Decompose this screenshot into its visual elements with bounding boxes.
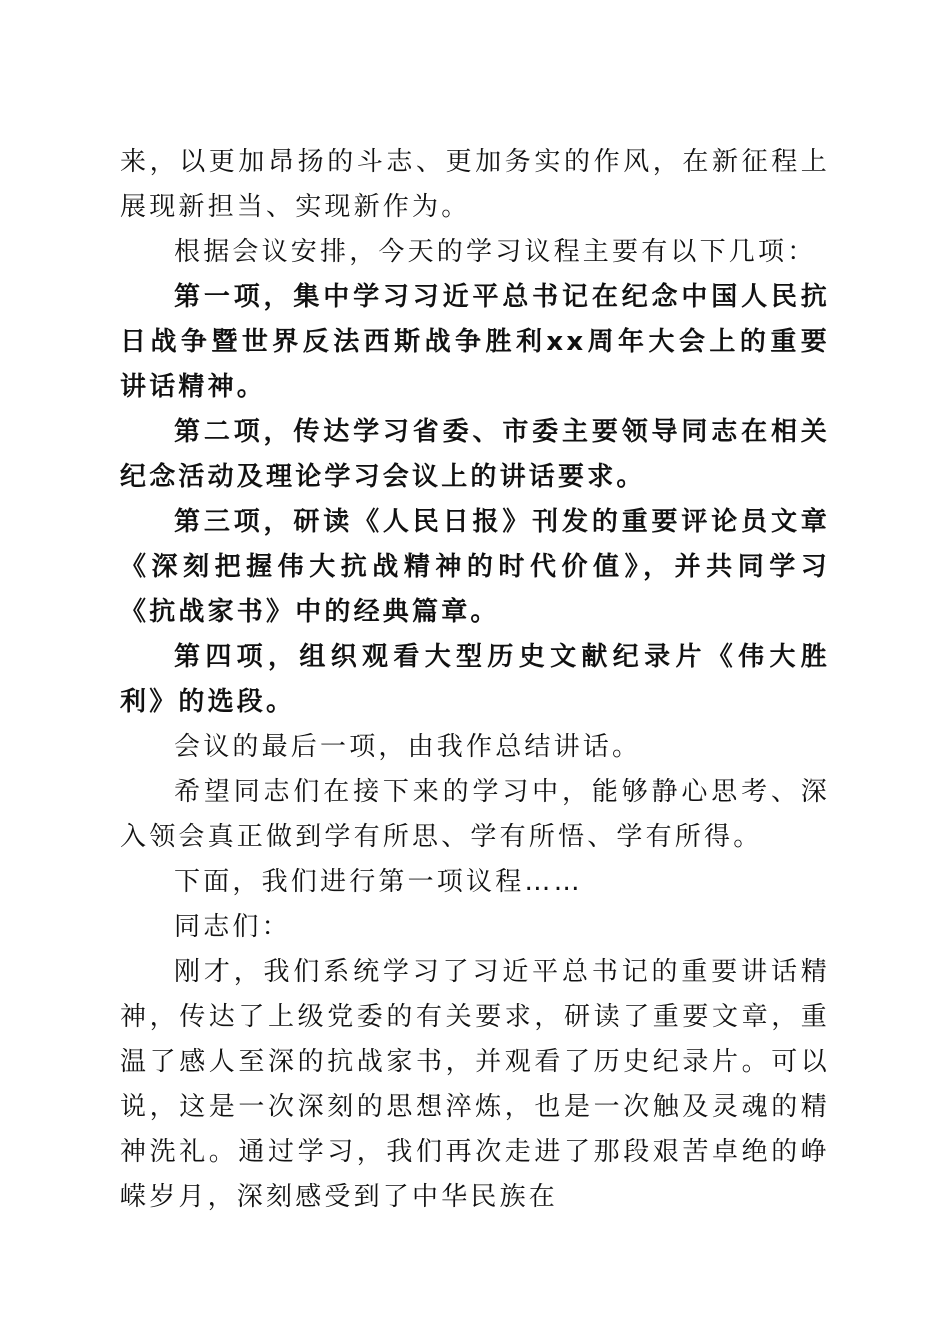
agenda-item-4: 第四项，组织观看大型历史文献纪录片《伟大胜利》的选段。 bbox=[120, 642, 830, 717]
paragraph-salutation: 同志们： bbox=[174, 912, 291, 942]
agenda-item-3: 第三项，研读《人民日报》刊发的重要评论员文章《深刻把握伟大抗战精神的时代价值》，并共同学习《抗战家书》中的经典篇章。 bbox=[120, 507, 830, 627]
paragraph-1: 来，以更加昂扬的斗志、更加务实的作风，在新征程上展现新担当、实现新作为。 bbox=[120, 147, 830, 222]
paragraph-final-item: 会议的最后一项，由我作总结讲话。 bbox=[174, 732, 642, 762]
paragraph-2: 根据会议安排，今天的学习议程主要有以下几项： bbox=[174, 237, 817, 267]
agenda-item-1: 第一项，集中学习习近平总书记在纪念中国人民抗日战争暨世界反法西斯战争胜利xx周年大会上的重要讲话精神。 bbox=[120, 282, 830, 402]
agenda-item-2: 第二项，传达学习省委、市委主要领导同志在相关纪念活动及理论学习会议上的讲话要求。 bbox=[120, 417, 830, 492]
paragraph-summary: 刚才，我们系统学习了习近平总书记的重要讲话精神，传达了上级党委的有关要求，研读了重要文章，重温了感人至深的抗战家书，并观看了历史纪录片。可以说，这是一次深刻的思想淬炼，也是一次触及灵魂的精神洗礼。通过学习，我们再次走进了那段艰苦卓绝的峥嵘岁月，深刻感受到了中华民族在 bbox=[120, 957, 830, 1212]
paragraph-proceed: 下面，我们进行第一项议程…… bbox=[174, 867, 583, 897]
document-page bbox=[120, 140, 830, 1220]
paragraph-hope: 希望同志们在接下来的学习中，能够静心思考、深入领会真正做到学有所思、学有所悟、学有所得。 bbox=[120, 777, 830, 852]
